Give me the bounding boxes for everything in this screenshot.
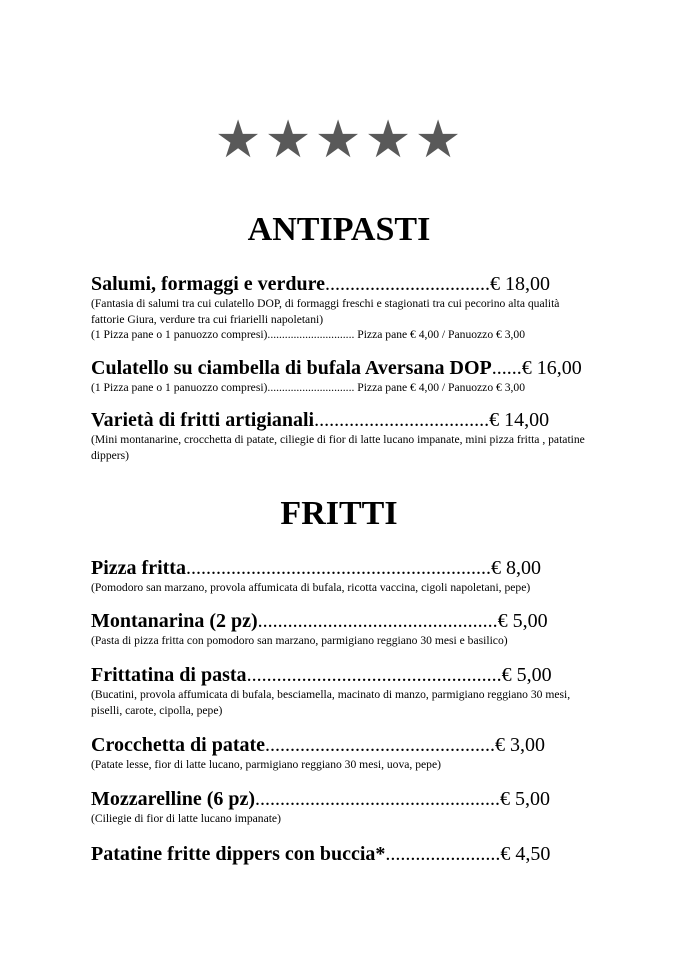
menu-item-name: Pizza fritta (91, 557, 186, 579)
menu-item-name: Montanarina (2 pz) (91, 610, 258, 632)
menu-item-price: € 5,00 (501, 664, 552, 686)
star-icon: ★ (214, 112, 264, 169)
menu-item-description: (Pomodoro san marzano, provola affumicata di bufala, ricotta vaccina, cigoli napoletani, pepe) (91, 581, 531, 594)
menu-item-description: (Pasta di pizza fritta con pomodoro san marzano, parmigiano reggiano 30 mesi e basilico) (91, 634, 508, 647)
star-icon: ★ (364, 112, 414, 169)
menu-item-note: (1 Pizza pane o 1 panuozzo compresi).............................. Pizza pane € 4,00 / Panuozzo € 3,00 (91, 381, 526, 394)
menu-item-price: € 5,00 (497, 610, 548, 632)
menu-item-name: Crocchetta di patate (91, 734, 266, 756)
menu-item-description: (Patate lesse, fior di latte lucano, parmigiano reggiano 30 mesi, uova, pepe) (91, 758, 441, 771)
menu-item-name: Frittatina di pasta (91, 664, 247, 686)
leader-dots: ...... (491, 357, 522, 379)
menu-item (91, 356, 588, 396)
leader-dots: ....................... (385, 843, 501, 865)
menu-item (91, 408, 588, 463)
leader-dots: ............................................................. (185, 557, 491, 579)
menu-item-title (91, 556, 588, 580)
menu-item-name: Salumi, formaggi e verdure (91, 273, 326, 295)
menu-item-description: (Bucatini, provola affumicata di bufala, besciamella, macinato di manzo, parmigiano reggiano 30 mesi, piselli, carote, cipolla, pepe) (91, 688, 571, 717)
menu-item-price: € 3,00 (495, 734, 546, 756)
section-title-fritti: FRITTI (280, 495, 398, 532)
star-icon: ★ (264, 112, 314, 169)
menu-item-name: Mozzarelline (6 pz) (91, 788, 256, 810)
menu-item-price: € 18,00 (490, 273, 551, 295)
menu-item (91, 609, 588, 649)
star-icon: ★ (314, 112, 364, 169)
menu-item-price: € 14,00 (489, 409, 550, 431)
rating-stars (0, 112, 678, 169)
menu-item-description: (Ciliegie di fior di latte lucano impanate) (91, 812, 281, 825)
leader-dots: ................................................. (255, 788, 501, 810)
star-icon: ★ (414, 112, 464, 169)
menu-item-price: € 8,00 (490, 557, 541, 579)
menu-item-title (91, 842, 588, 866)
menu-item-title (91, 356, 588, 380)
leader-dots: .............................................. (265, 734, 496, 756)
menu-item-description: (Mini montanarine, crocchetta di patate, ciliegie di fior di latte lucano impanate, mini pizza fritta , patatine dippers) (91, 433, 585, 462)
menu-item-note: (1 Pizza pane o 1 panuozzo compresi).............................. Pizza pane € 4,00 / Panuozzo € 3,00 (91, 328, 526, 341)
menu-item-price: € 16,00 (521, 357, 582, 379)
menu-item-title (91, 733, 588, 757)
menu-item-name: Varietà di fritti artigianali (91, 409, 315, 431)
leader-dots: ................................................... (246, 664, 502, 686)
menu-item (91, 272, 588, 343)
menu-item-price: € 4,50 (500, 843, 551, 865)
menu-item-price: € 5,00 (500, 788, 551, 810)
menu-item-title (91, 272, 588, 296)
menu-item (91, 556, 588, 596)
menu-item-title (91, 663, 588, 687)
menu-item-name: Culatello su ciambella di bufala Aversana DOP (91, 357, 492, 379)
leader-dots: ................................................ (257, 610, 498, 632)
menu-item-description: (Fantasia di salumi tra cui culatello DOP, di formaggi freschi e stagionati tra cui pecorino alta qualità fattorie Giura, verdure tra cui friarielli napoletani) (91, 297, 560, 326)
menu-item-title (91, 408, 588, 432)
leader-dots: ................................... (314, 409, 490, 431)
menu-item-title (91, 609, 588, 633)
menu-item (91, 663, 588, 718)
menu-item (91, 787, 588, 827)
menu-item (91, 733, 588, 773)
menu-item-title (91, 787, 588, 811)
menu-item (91, 842, 588, 866)
menu-item-name: Patatine fritte dippers con buccia* (91, 843, 386, 865)
leader-dots: ................................. (325, 273, 491, 295)
section-title-antipasti: ANTIPASTI (247, 211, 431, 248)
